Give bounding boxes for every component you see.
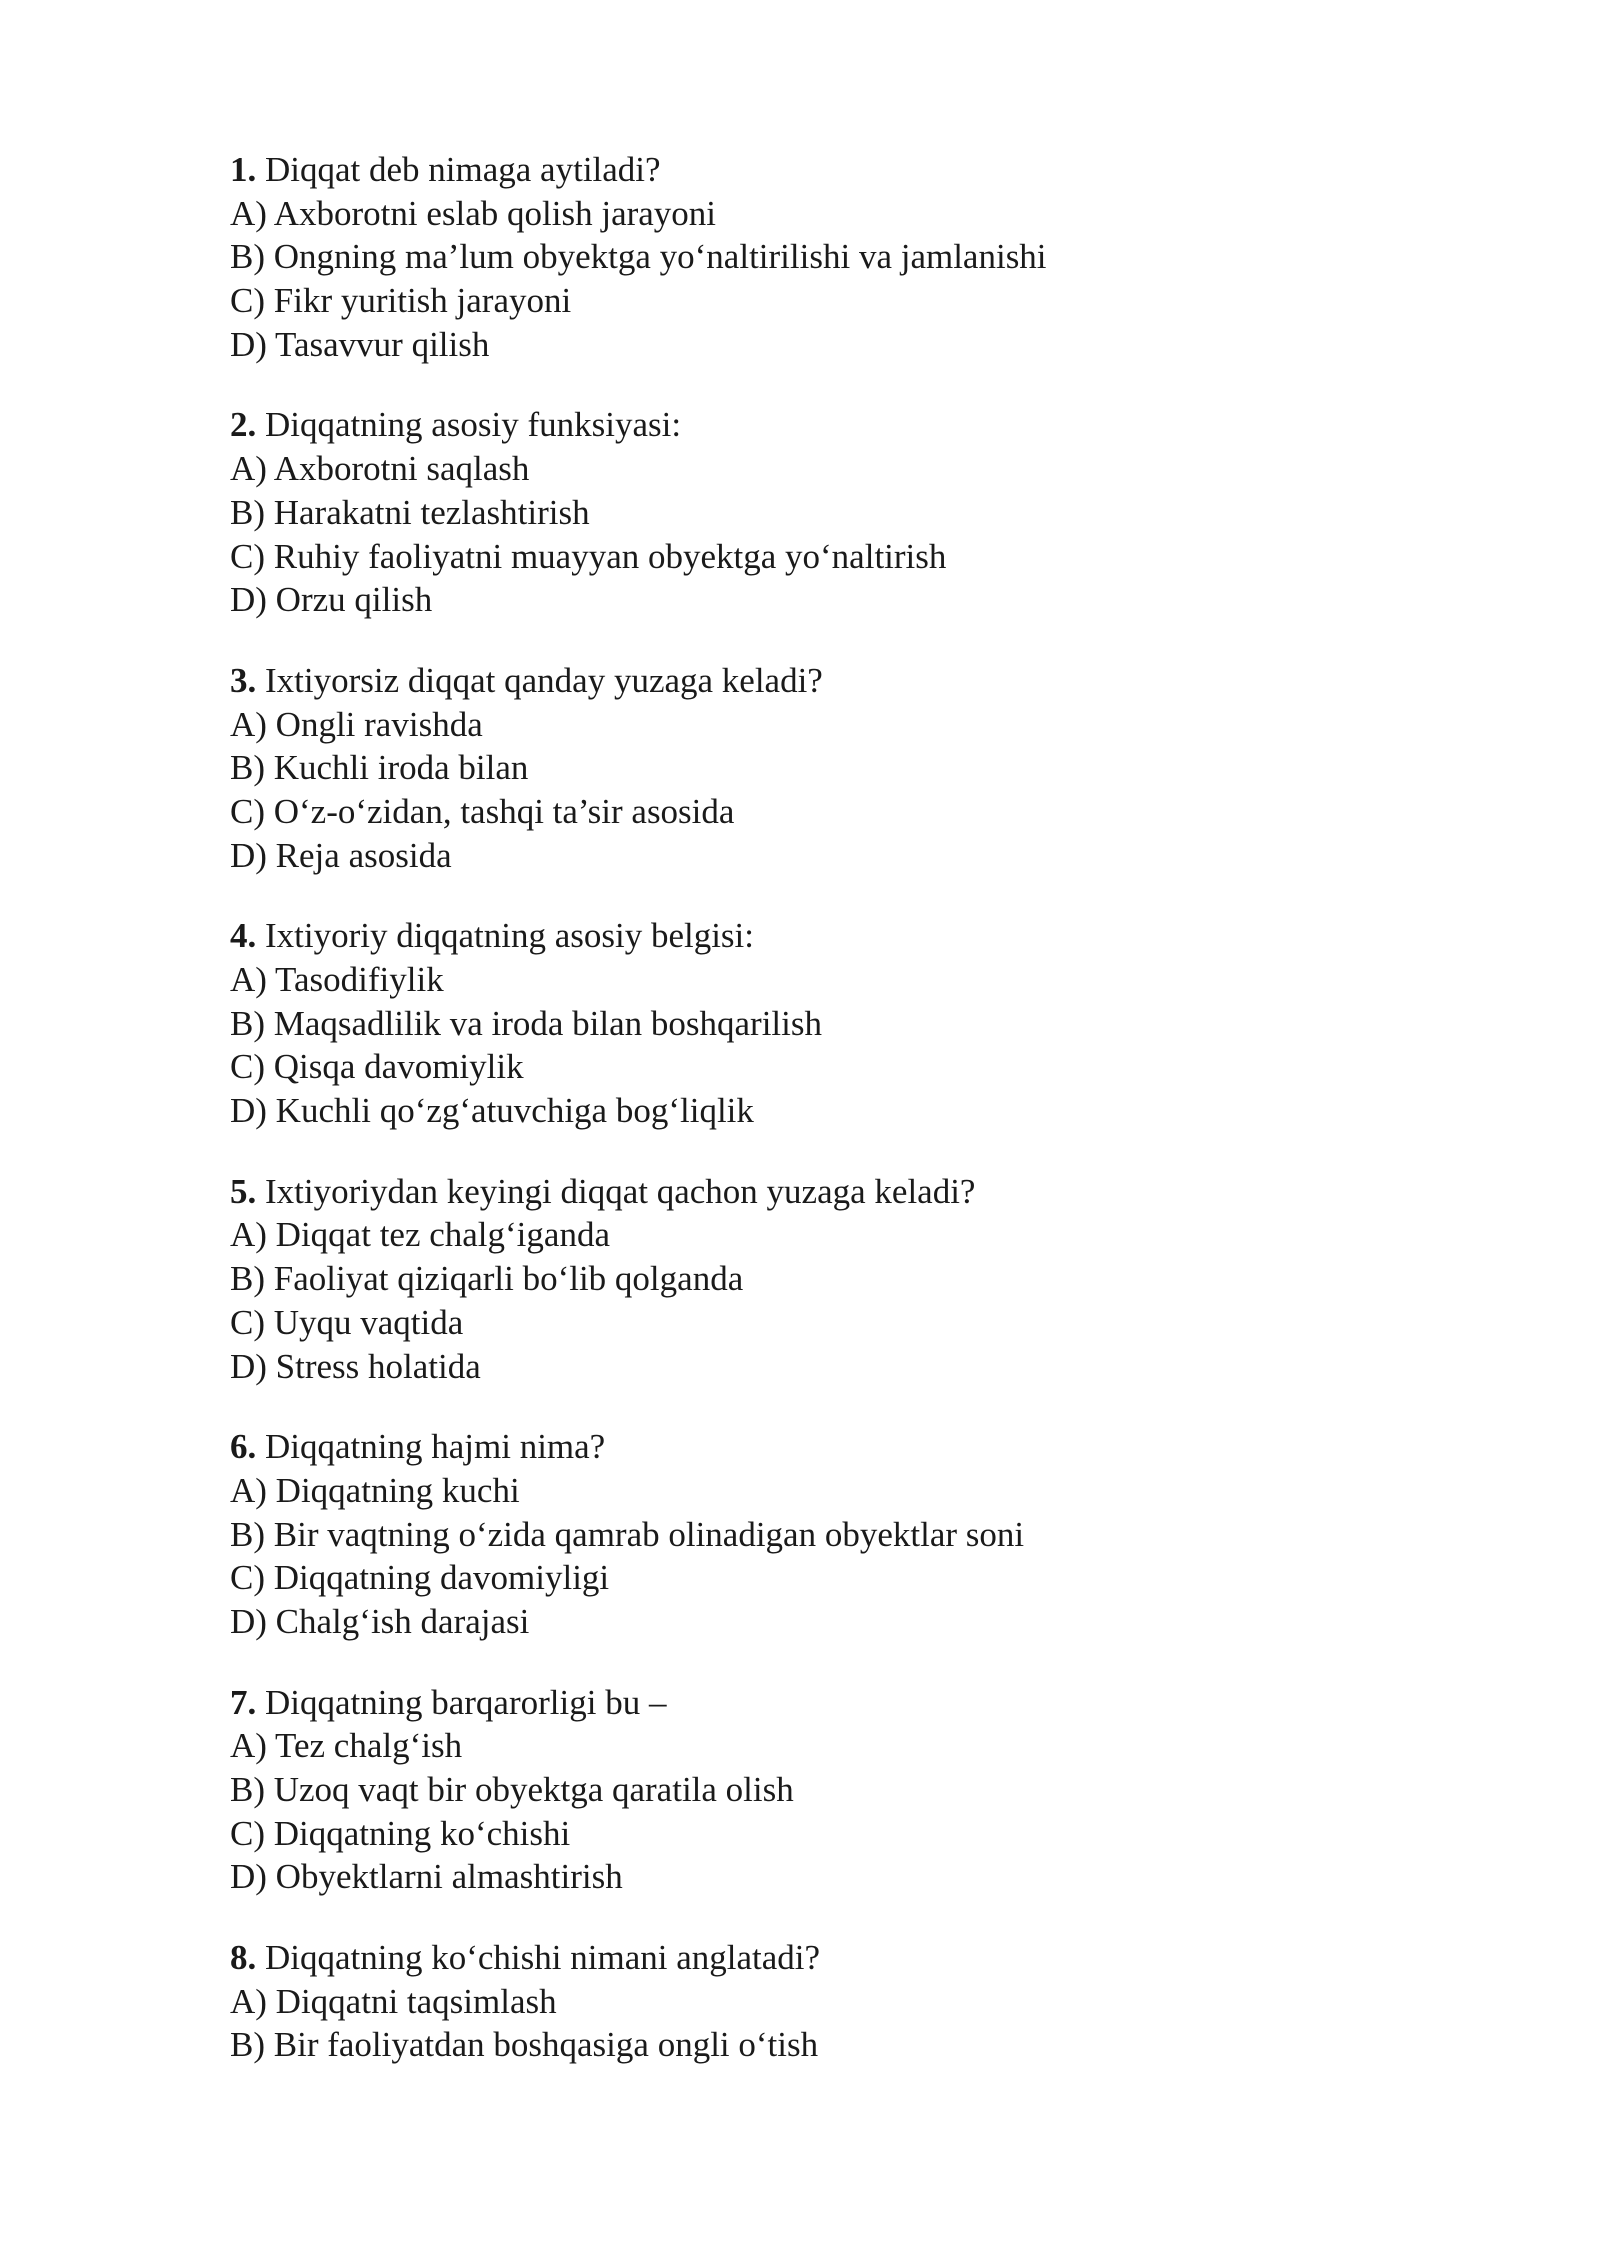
answer-option-b: B) Bir vaqtning o‘zida qamrab olinadigan obyektlar soni — [230, 1514, 1025, 1554]
question-number: 2. — [230, 405, 257, 445]
question-number: 6. — [230, 1427, 257, 1467]
answer-option-c: C) Diqqatning ko‘chishi — [230, 1813, 571, 1853]
answer-option-d: D) Kuchli qo‘zg‘atuvchiga bog‘liqlik — [230, 1091, 754, 1131]
question-number: 8. — [230, 1938, 257, 1978]
answer-option-a: A) Diqqatning kuchi — [230, 1470, 520, 1510]
answer-option-b: B) Maqsadlilik va iroda bilan boshqarilish — [230, 1003, 822, 1043]
question-number: 3. — [230, 660, 257, 700]
question-5 — [230, 1170, 1430, 1388]
question-text: Diqqatning hajmi nima? — [256, 1427, 606, 1467]
question-6 — [230, 1425, 1430, 1643]
question-8 — [230, 1936, 1430, 2067]
question-stem — [230, 914, 1430, 958]
answer-option-c: C) Ruhiy faoliyatni muayyan obyektga yo‘naltirish — [230, 536, 947, 576]
question-text: Diqqat deb nimaga aytiladi? — [256, 150, 661, 189]
answer-option-c: C) O‘z-o‘zidan, tashqi ta’sir asosida — [230, 791, 735, 831]
answer-option-a: A) Axborotni eslab qolish jarayoni — [230, 193, 717, 233]
question-stem — [230, 1936, 1430, 1980]
question-1 — [230, 148, 1430, 366]
answer-option-c: C) Uyqu vaqtida — [230, 1302, 464, 1342]
question-7 — [230, 1681, 1430, 1899]
answer-option-b: B) Kuchli iroda bilan — [230, 748, 529, 788]
question-stem — [230, 659, 1430, 703]
question-4 — [230, 914, 1430, 1132]
answer-option-d: D) Chalg‘ish darajasi — [230, 1601, 530, 1641]
answer-option-c: C) Qisqa davomiylik — [230, 1047, 524, 1087]
answer-option-b: B) Harakatni tezlashtirish — [230, 492, 590, 532]
document-page — [230, 148, 1430, 2104]
question-stem — [230, 1425, 1430, 1469]
question-text: Diqqatning asosiy funksiyasi: — [256, 405, 682, 445]
answer-option-b: B) Ongning ma’lum obyektga yo‘naltirilishi va jamlanishi — [230, 237, 1047, 277]
answer-option-b: B) Uzoq vaqt bir obyektga qaratila olish — [230, 1770, 794, 1809]
answer-option-a: A) Tasodifiylik — [230, 960, 444, 999]
question-text: Diqqatning barqarorligi bu – — [256, 1682, 667, 1722]
answer-option-b: B) Faoliyat qiziqarli bo‘lib qolganda — [230, 1259, 744, 1299]
question-text: Ixtiyoriy diqqatning asosiy belgisi: — [256, 916, 754, 956]
answer-option-d: D) Orzu qilish — [230, 580, 433, 620]
question-number: 4. — [230, 916, 257, 956]
question-text: Ixtiyorsiz diqqat qanday yuzaga keladi? — [256, 660, 823, 700]
question-number: 7. — [230, 1682, 257, 1722]
answer-option-d: D) Reja asosida — [230, 835, 452, 875]
question-text: Ixtiyoriydan keyingi diqqat qachon yuzaga keladi? — [256, 1171, 976, 1211]
question-stem — [230, 1681, 1430, 1725]
answer-option-a: A) Axborotni saqlash — [230, 449, 530, 489]
question-3 — [230, 659, 1430, 877]
answer-option-d: D) Obyektlarni almashtirish — [230, 1857, 623, 1897]
answer-option-c: C) Diqqatning davomiyligi — [230, 1558, 610, 1598]
question-stem — [230, 403, 1430, 447]
answer-option-d: D) Stress holatida — [230, 1346, 481, 1386]
answer-option-a: A) Diqqat tez chalg‘iganda — [230, 1215, 610, 1255]
answer-option-c: C) Fikr yuritish jarayoni — [230, 281, 572, 321]
answer-option-a: A) Diqqatni taqsimlash — [230, 1981, 557, 2021]
answer-option-a: A) Tez chalg‘ish — [230, 1726, 463, 1766]
answer-option-b: B) Bir faoliyatdan boshqasiga ongli o‘tish — [230, 2025, 819, 2065]
question-number: 1. — [230, 150, 257, 189]
answer-option-a: A) Ongli ravishda — [230, 704, 483, 744]
question-2 — [230, 403, 1430, 621]
question-text: Diqqatning ko‘chishi nimani anglatadi? — [256, 1938, 821, 1978]
question-stem — [230, 1170, 1430, 1214]
question-stem — [230, 148, 1430, 192]
answer-option-d: D) Tasavvur qilish — [230, 324, 490, 364]
question-number: 5. — [230, 1171, 257, 1211]
